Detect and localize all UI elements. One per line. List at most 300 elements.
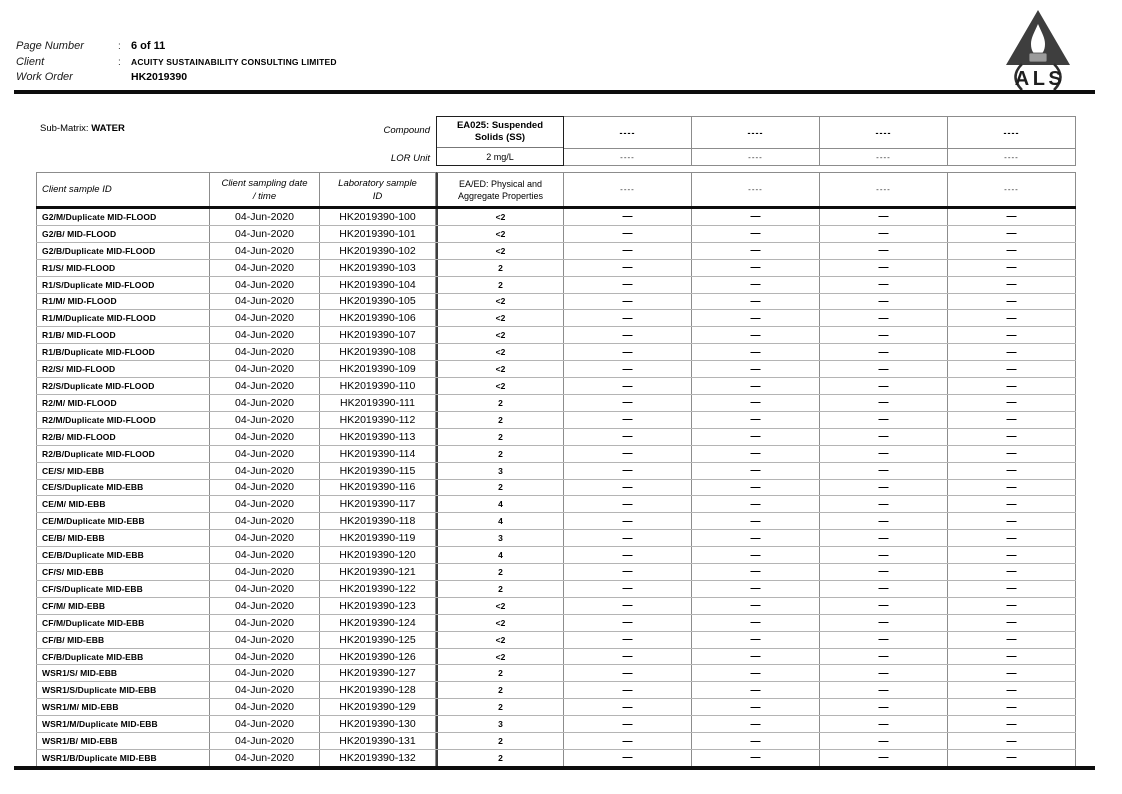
- suspended-solids-result: <2: [436, 598, 564, 614]
- suspended-solids-result: 2: [436, 446, 564, 462]
- empty-result: —: [692, 344, 820, 360]
- lab-sample-id: HK2019390-105: [320, 294, 436, 310]
- empty-result: —: [692, 547, 820, 563]
- sampling-date: 04-Jun-2020: [210, 446, 320, 462]
- client-sample-id: CE/M/ MID-EBB: [36, 496, 210, 512]
- lab-sample-id: HK2019390-114: [320, 446, 436, 462]
- empty-result: —: [948, 649, 1076, 665]
- lab-sample-id: HK2019390-103: [320, 260, 436, 276]
- suspended-solids-result: 2: [436, 750, 564, 766]
- header-divider-rule: [14, 90, 1095, 94]
- col-header-lab-sample-line2: ID: [372, 190, 383, 202]
- lab-sample-id: HK2019390-110: [320, 378, 436, 394]
- empty-result: —: [948, 530, 1076, 546]
- client-sample-id: CF/M/ MID-EBB: [36, 598, 210, 614]
- empty-result: —: [692, 496, 820, 512]
- empty-result: —: [948, 496, 1076, 512]
- compound-lor-unit: 2 mg/L: [486, 151, 514, 162]
- table-row: [36, 699, 1076, 716]
- empty-result: —: [948, 615, 1076, 631]
- results-table: [36, 116, 1076, 766]
- lab-sample-id: HK2019390-129: [320, 699, 436, 715]
- lab-sample-id: HK2019390-118: [320, 513, 436, 529]
- empty-result: —: [820, 260, 948, 276]
- empty-result: —: [820, 632, 948, 648]
- empty-result: —: [692, 750, 820, 766]
- empty-result: —: [564, 615, 692, 631]
- empty-result: —: [820, 226, 948, 242]
- empty-result: —: [564, 209, 692, 225]
- empty-compound-name: ----: [948, 117, 1075, 149]
- header-field-client: [16, 56, 337, 72]
- empty-result: —: [820, 463, 948, 479]
- sampling-date: 04-Jun-2020: [210, 598, 320, 614]
- sampling-date: 04-Jun-2020: [210, 716, 320, 732]
- empty-result: —: [564, 733, 692, 749]
- lab-sample-id: HK2019390-106: [320, 310, 436, 326]
- empty-result: —: [948, 260, 1076, 276]
- empty-result: —: [692, 243, 820, 259]
- empty-method-header: ----: [820, 172, 948, 206]
- suspended-solids-result: 2: [436, 733, 564, 749]
- empty-result: —: [820, 513, 948, 529]
- client-sample-id: CE/B/Duplicate MID-EBB: [36, 547, 210, 563]
- client-sample-id: CE/M/Duplicate MID-EBB: [36, 513, 210, 529]
- sampling-date: 04-Jun-2020: [210, 412, 320, 428]
- empty-result: —: [948, 327, 1076, 343]
- sampling-date: 04-Jun-2020: [210, 243, 320, 259]
- sampling-date: 04-Jun-2020: [210, 344, 320, 360]
- header-field-work-order: [16, 71, 337, 87]
- client-sample-id: CF/M/Duplicate MID-EBB: [36, 615, 210, 631]
- empty-result: —: [948, 513, 1076, 529]
- suspended-solids-result: 4: [436, 547, 564, 563]
- lab-sample-id: HK2019390-132: [320, 750, 436, 766]
- lab-sample-id: HK2019390-108: [320, 344, 436, 360]
- sampling-date: 04-Jun-2020: [210, 260, 320, 276]
- compound-name-line1: EA025: Suspended: [456, 120, 544, 131]
- table-row: [36, 412, 1076, 429]
- sampling-date: 04-Jun-2020: [210, 463, 320, 479]
- suspended-solids-result: 3: [436, 716, 564, 732]
- suspended-solids-result: 4: [436, 496, 564, 512]
- field-label: Client: [16, 55, 45, 68]
- empty-result: —: [564, 378, 692, 394]
- lab-sample-id: HK2019390-117: [320, 496, 436, 512]
- empty-result: —: [564, 632, 692, 648]
- empty-result: —: [820, 699, 948, 715]
- empty-result: —: [820, 327, 948, 343]
- als-logo-icon: [1002, 8, 1074, 90]
- table-column-header-row: [36, 172, 1076, 206]
- empty-result: —: [564, 395, 692, 411]
- empty-result: —: [692, 361, 820, 377]
- empty-result: —: [692, 632, 820, 648]
- page-header: [16, 40, 337, 87]
- suspended-solids-result: 2: [436, 699, 564, 715]
- sampling-date: 04-Jun-2020: [210, 395, 320, 411]
- empty-result: —: [820, 547, 948, 563]
- field-colon: :: [118, 41, 121, 52]
- lab-sample-id: HK2019390-104: [320, 277, 436, 293]
- empty-result: —: [820, 581, 948, 597]
- page-number-value: 6 of 11: [131, 40, 166, 52]
- empty-result: —: [564, 581, 692, 597]
- suspended-solids-result: <2: [436, 361, 564, 377]
- suspended-solids-result: <2: [436, 344, 564, 360]
- suspended-solids-result: <2: [436, 226, 564, 242]
- empty-result: —: [820, 310, 948, 326]
- client-sample-id: R2/B/ MID-FLOOD: [36, 429, 210, 445]
- sampling-date: 04-Jun-2020: [210, 564, 320, 580]
- empty-result: —: [820, 480, 948, 496]
- empty-result: —: [692, 260, 820, 276]
- client-sample-id: WSR1/S/ MID-EBB: [36, 665, 210, 681]
- empty-result: —: [948, 463, 1076, 479]
- sampling-date: 04-Jun-2020: [210, 226, 320, 242]
- empty-result: —: [948, 361, 1076, 377]
- field-label: Work Order: [16, 71, 73, 83]
- suspended-solids-result: 2: [436, 665, 564, 681]
- client-sample-id: WSR1/S/Duplicate MID-EBB: [36, 682, 210, 698]
- empty-result: —: [948, 480, 1076, 496]
- suspended-solids-result: <2: [436, 310, 564, 326]
- table-row: [36, 260, 1076, 277]
- client-sample-id: R1/M/Duplicate MID-FLOOD: [36, 310, 210, 326]
- sampling-date: 04-Jun-2020: [210, 547, 320, 563]
- empty-result: —: [820, 209, 948, 225]
- empty-result: —: [564, 750, 692, 766]
- table-row: [36, 277, 1076, 294]
- empty-result: —: [820, 378, 948, 394]
- sub-matrix-value: WATER: [91, 123, 125, 134]
- client-sample-id: WSR1/B/ MID-EBB: [36, 733, 210, 749]
- suspended-solids-result: 2: [436, 412, 564, 428]
- empty-result: —: [564, 530, 692, 546]
- empty-result: —: [820, 665, 948, 681]
- empty-result: —: [948, 716, 1076, 732]
- col-header-sampling-date: [210, 172, 320, 206]
- empty-result: —: [564, 412, 692, 428]
- empty-compound-column: [564, 116, 692, 166]
- table-row: [36, 682, 1076, 699]
- suspended-solids-result: 2: [436, 395, 564, 411]
- empty-result: —: [692, 327, 820, 343]
- empty-lor-unit: ----: [620, 152, 635, 162]
- lab-sample-id: HK2019390-109: [320, 361, 436, 377]
- table-row: [36, 632, 1076, 649]
- empty-result: —: [820, 395, 948, 411]
- lab-sample-id: HK2019390-124: [320, 615, 436, 631]
- table-row: [36, 378, 1076, 395]
- empty-result: —: [820, 429, 948, 445]
- suspended-solids-result: <2: [436, 632, 564, 648]
- lab-sample-id: HK2019390-131: [320, 733, 436, 749]
- table-row: [36, 649, 1076, 666]
- client-sample-id: CF/S/ MID-EBB: [36, 564, 210, 580]
- empty-compound-name: ----: [820, 117, 947, 149]
- empty-result: —: [820, 564, 948, 580]
- sampling-date: 04-Jun-2020: [210, 750, 320, 766]
- table-row: [36, 750, 1076, 766]
- empty-result: —: [564, 446, 692, 462]
- table-row: [36, 598, 1076, 615]
- empty-result: —: [948, 665, 1076, 681]
- lab-sample-id: HK2019390-125: [320, 632, 436, 648]
- sampling-date: 04-Jun-2020: [210, 530, 320, 546]
- table-row: [36, 209, 1076, 226]
- empty-compound-column: [692, 116, 820, 166]
- suspended-solids-result: <2: [436, 378, 564, 394]
- sampling-date: 04-Jun-2020: [210, 310, 320, 326]
- sampling-date: 04-Jun-2020: [210, 632, 320, 648]
- sampling-date: 04-Jun-2020: [210, 682, 320, 698]
- lab-sample-id: HK2019390-127: [320, 665, 436, 681]
- lab-sample-id: HK2019390-120: [320, 547, 436, 563]
- suspended-solids-result: 2: [436, 429, 564, 445]
- compound-group-ea025: [436, 116, 564, 166]
- table-row: [36, 615, 1076, 632]
- compound-row-label: Compound: [383, 125, 430, 136]
- client-sample-id: WSR1/B/Duplicate MID-EBB: [36, 750, 210, 766]
- empty-result: —: [564, 547, 692, 563]
- empty-result: —: [948, 395, 1076, 411]
- client-sample-id: R2/S/Duplicate MID-FLOOD: [36, 378, 210, 394]
- empty-result: —: [820, 412, 948, 428]
- empty-result: —: [692, 716, 820, 732]
- col-header-sampling-date-line1: Client sampling date: [221, 177, 308, 189]
- field-colon: :: [118, 56, 121, 68]
- empty-result: —: [564, 327, 692, 343]
- empty-result: —: [948, 446, 1076, 462]
- table-row: [36, 429, 1076, 446]
- sampling-date: 04-Jun-2020: [210, 496, 320, 512]
- table-row: [36, 310, 1076, 327]
- empty-compound-name: ----: [692, 117, 819, 149]
- suspended-solids-result: <2: [436, 294, 564, 310]
- empty-result: —: [948, 699, 1076, 715]
- client-sample-id: R1/S/Duplicate MID-FLOOD: [36, 277, 210, 293]
- empty-result: —: [564, 429, 692, 445]
- empty-result: —: [820, 682, 948, 698]
- client-sample-id: R1/M/ MID-FLOOD: [36, 294, 210, 310]
- table-row: [36, 564, 1076, 581]
- empty-result: —: [692, 530, 820, 546]
- client-sample-id: R1/B/Duplicate MID-FLOOD: [36, 344, 210, 360]
- client-sample-id: WSR1/M/Duplicate MID-EBB: [36, 716, 210, 732]
- table-row: [36, 665, 1076, 682]
- empty-result: —: [820, 294, 948, 310]
- suspended-solids-result: <2: [436, 243, 564, 259]
- suspended-solids-result: 2: [436, 480, 564, 496]
- sampling-date: 04-Jun-2020: [210, 209, 320, 225]
- empty-lor-unit: ----: [1004, 152, 1019, 162]
- als-logo: [1002, 8, 1074, 90]
- sampling-date: 04-Jun-2020: [210, 361, 320, 377]
- empty-result: —: [948, 750, 1076, 766]
- client-sample-id: CF/S/Duplicate MID-EBB: [36, 581, 210, 597]
- empty-result: —: [948, 412, 1076, 428]
- empty-result: —: [564, 226, 692, 242]
- empty-result: —: [820, 750, 948, 766]
- empty-result: —: [564, 260, 692, 276]
- lab-sample-id: HK2019390-122: [320, 581, 436, 597]
- header-left-area: [36, 116, 436, 166]
- empty-result: —: [692, 665, 820, 681]
- empty-result: —: [692, 446, 820, 462]
- empty-result: —: [564, 598, 692, 614]
- empty-result: —: [948, 209, 1076, 225]
- empty-compound-name: ----: [564, 117, 691, 149]
- lab-sample-id: HK2019390-113: [320, 429, 436, 445]
- empty-result: —: [948, 310, 1076, 326]
- sampling-date: 04-Jun-2020: [210, 480, 320, 496]
- empty-result: —: [948, 429, 1076, 445]
- empty-method-header: ----: [948, 172, 1076, 206]
- empty-result: —: [564, 294, 692, 310]
- method-line1: EA/ED: Physical and: [458, 178, 543, 189]
- empty-result: —: [692, 733, 820, 749]
- empty-result: —: [564, 716, 692, 732]
- empty-lor-unit: ----: [748, 152, 763, 162]
- table-row: [36, 361, 1076, 378]
- empty-result: —: [692, 310, 820, 326]
- table-row: [36, 446, 1076, 463]
- field-label: Page Number: [16, 40, 84, 52]
- sub-matrix-label: Sub-Matrix:: [40, 123, 89, 134]
- empty-result: —: [948, 226, 1076, 242]
- lab-sample-id: HK2019390-119: [320, 530, 436, 546]
- suspended-solids-result: 2: [436, 564, 564, 580]
- empty-result: —: [948, 632, 1076, 648]
- client-sample-id: R2/M/Duplicate MID-FLOOD: [36, 412, 210, 428]
- sub-matrix: [40, 123, 125, 134]
- sampling-date: 04-Jun-2020: [210, 649, 320, 665]
- empty-result: —: [564, 310, 692, 326]
- method-header-ea-ed: [436, 172, 564, 206]
- suspended-solids-result: 2: [436, 682, 564, 698]
- empty-lor-unit: ----: [876, 152, 891, 162]
- lab-sample-id: HK2019390-126: [320, 649, 436, 665]
- sampling-date: 04-Jun-2020: [210, 327, 320, 343]
- lab-sample-id: HK2019390-128: [320, 682, 436, 698]
- empty-result: —: [948, 277, 1076, 293]
- empty-result: —: [564, 665, 692, 681]
- empty-result: —: [692, 294, 820, 310]
- empty-result: —: [820, 344, 948, 360]
- empty-result: —: [692, 699, 820, 715]
- empty-result: —: [820, 615, 948, 631]
- empty-result: —: [692, 277, 820, 293]
- suspended-solids-result: <2: [436, 649, 564, 665]
- table-row: [36, 395, 1076, 412]
- empty-result: —: [820, 361, 948, 377]
- empty-result: —: [820, 716, 948, 732]
- table-row: [36, 496, 1076, 513]
- empty-compound-column: [948, 116, 1076, 166]
- empty-result: —: [564, 463, 692, 479]
- empty-result: —: [948, 243, 1076, 259]
- client-sample-id: CF/B/Duplicate MID-EBB: [36, 649, 210, 665]
- empty-result: —: [820, 243, 948, 259]
- empty-result: —: [820, 733, 948, 749]
- lab-sample-id: HK2019390-102: [320, 243, 436, 259]
- client-sample-id: CE/S/ MID-EBB: [36, 463, 210, 479]
- table-body: [36, 209, 1076, 766]
- empty-result: —: [564, 513, 692, 529]
- empty-method-header: ----: [692, 172, 820, 206]
- empty-result: —: [692, 429, 820, 445]
- empty-result: —: [692, 378, 820, 394]
- sampling-date: 04-Jun-2020: [210, 277, 320, 293]
- empty-method-header: ----: [564, 172, 692, 206]
- empty-result: —: [948, 547, 1076, 563]
- empty-result: —: [564, 361, 692, 377]
- suspended-solids-result: 3: [436, 530, 564, 546]
- work-order-value: HK2019390: [131, 71, 188, 83]
- empty-result: —: [692, 581, 820, 597]
- client-sample-id: CE/B/ MID-EBB: [36, 530, 210, 546]
- empty-result: —: [564, 496, 692, 512]
- empty-result: —: [564, 480, 692, 496]
- table-row: [36, 294, 1076, 311]
- empty-result: —: [692, 395, 820, 411]
- suspended-solids-result: <2: [436, 209, 564, 225]
- client-sample-id: CE/S/Duplicate MID-EBB: [36, 480, 210, 496]
- sampling-date: 04-Jun-2020: [210, 294, 320, 310]
- empty-result: —: [564, 277, 692, 293]
- sampling-date: 04-Jun-2020: [210, 665, 320, 681]
- empty-compound-column: [820, 116, 948, 166]
- method-line2: Aggregate Properties: [457, 190, 544, 201]
- empty-result: —: [564, 243, 692, 259]
- page-bottom-rule: [14, 766, 1095, 770]
- empty-result: —: [820, 649, 948, 665]
- lab-sample-id: HK2019390-123: [320, 598, 436, 614]
- empty-result: —: [564, 682, 692, 698]
- empty-result: —: [692, 226, 820, 242]
- table-row: [36, 226, 1076, 243]
- empty-result: —: [948, 733, 1076, 749]
- empty-result: —: [948, 344, 1076, 360]
- suspended-solids-result: 4: [436, 513, 564, 529]
- empty-result: —: [948, 378, 1076, 394]
- compound-name-line2: Solids (SS): [474, 132, 526, 143]
- empty-result: —: [948, 581, 1076, 597]
- client-sample-id: R1/S/ MID-FLOOD: [36, 260, 210, 276]
- empty-result: —: [564, 649, 692, 665]
- table-row: [36, 716, 1076, 733]
- sampling-date: 04-Jun-2020: [210, 699, 320, 715]
- empty-result: —: [692, 649, 820, 665]
- table-row: [36, 547, 1076, 564]
- sampling-date: 04-Jun-2020: [210, 513, 320, 529]
- empty-result: —: [692, 564, 820, 580]
- suspended-solids-result: <2: [436, 615, 564, 631]
- empty-result: —: [692, 513, 820, 529]
- lab-sample-id: HK2019390-107: [320, 327, 436, 343]
- client-sample-id: R2/S/ MID-FLOOD: [36, 361, 210, 377]
- table-row: [36, 327, 1076, 344]
- empty-result: —: [948, 294, 1076, 310]
- client-sample-id: R2/M/ MID-FLOOD: [36, 395, 210, 411]
- suspended-solids-result: 2: [436, 260, 564, 276]
- empty-result: —: [692, 598, 820, 614]
- client-sample-id: G2/B/Duplicate MID-FLOOD: [36, 243, 210, 259]
- header-field-page-number: [16, 40, 337, 56]
- empty-result: —: [820, 598, 948, 614]
- table-row: [36, 733, 1076, 750]
